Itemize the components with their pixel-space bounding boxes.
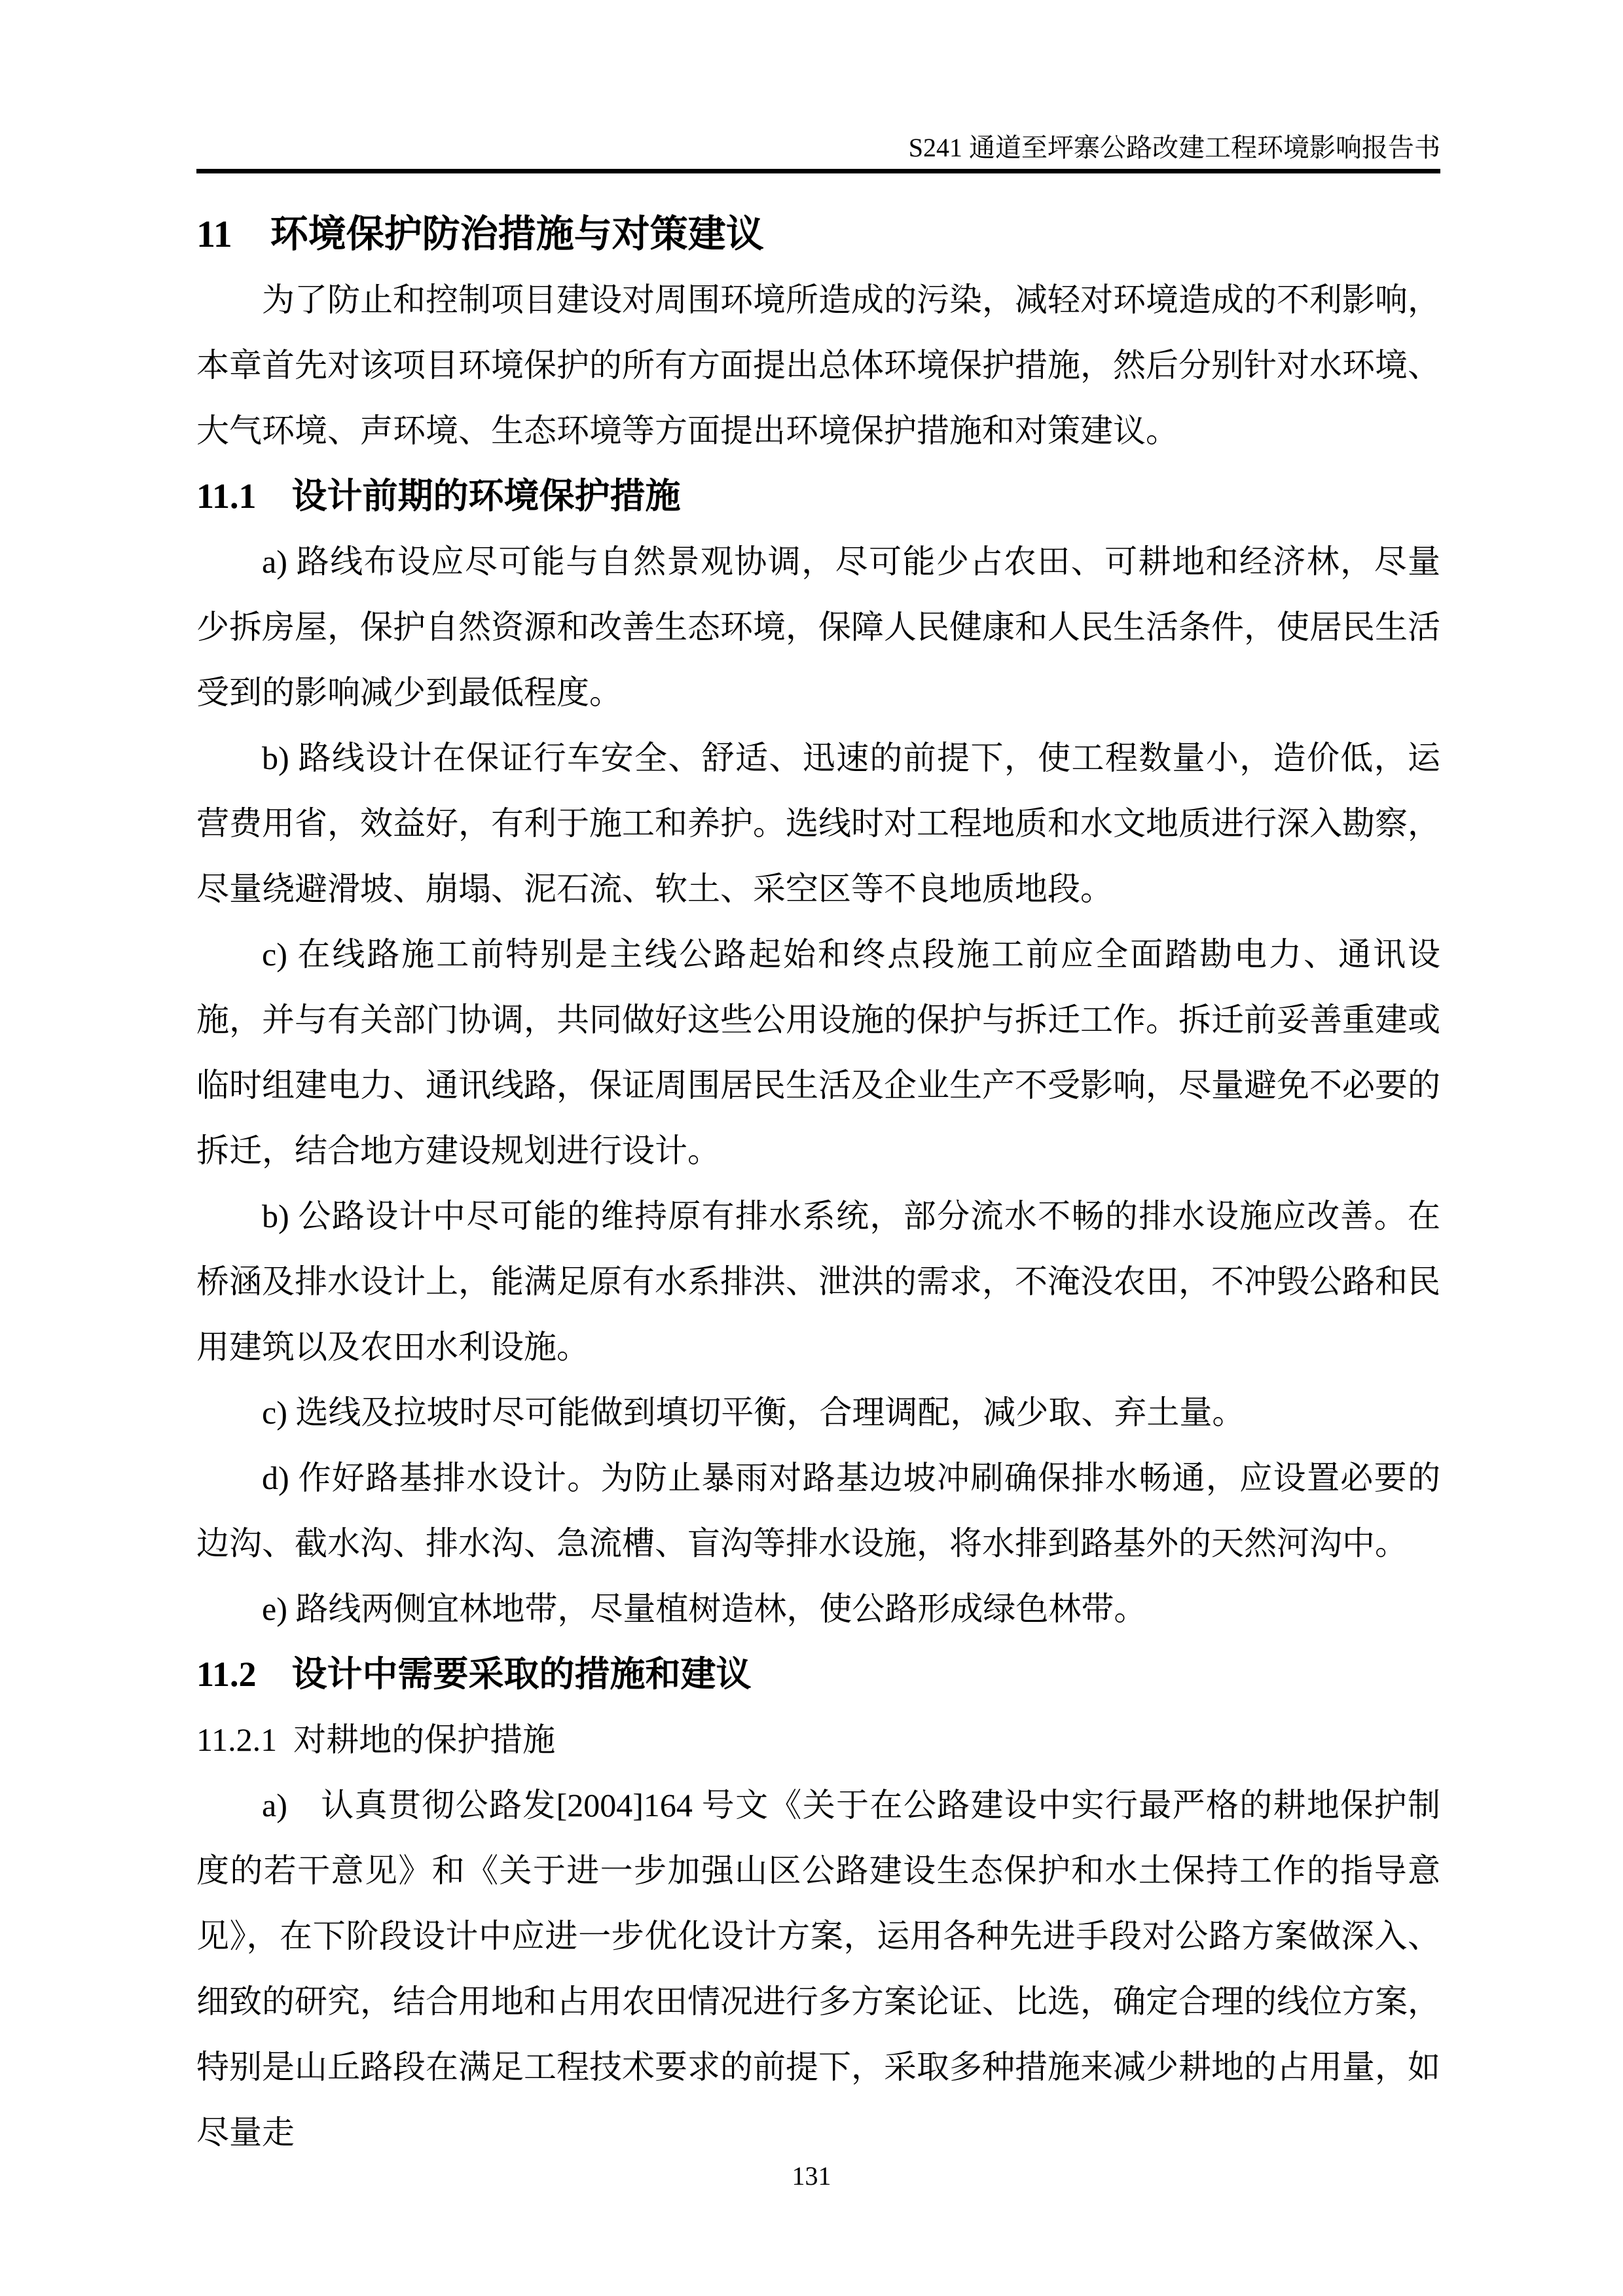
section-heading-11-1: 11.1 设计前期的环境保护措施 (196, 476, 681, 516)
paragraph-item-b: b) 路线设计在保证行车安全、舒适、迅速的前提下，使工程数量小，造价低，运营费用省，效益好，有利于施工和养护。选线时对工程地质和水文地质进行深入勘察，尽量绕避滑坡、崩塌、泥石流、软土、采空区等不良地质地段。 (196, 740, 1440, 907)
page-header (196, 131, 1440, 165)
chapter-heading: 11 环境保护防治措施与对策建议 (196, 213, 764, 255)
header-title: S241 通道至坪寨公路改建工程环境影响报告书 (908, 133, 1440, 162)
paragraph-item-c: c) 在线路施工前特别是主线公路起始和终点段施工前应全面踏勘电力、通讯设施，并与有关部门协调，共同做好这些公用设施的保护与拆迁工作。拆迁前妥善重建或临时组建电力、通讯线路，保证周围居民生活及企业生产不受影响，尽量避免不必要的拆迁，结合地方建设规划进行设计。 (196, 936, 1440, 1169)
paragraph-item-c2: c) 选线及拉坡时尽可能做到填切平衡，合理调配，减少取、弃土量。 (262, 1394, 1245, 1431)
paragraph-item-a: a) 路线布设应尽可能与自然景观协调，尽可能少占农田、可耕地和经济林，尽量少拆房屋，保护自然资源和改善生态环境，保障人民健康和人民生活条件，使居民生活受到的影响减少到最低程度。 (196, 543, 1440, 711)
section-heading-11-2: 11.2 设计中需要采取的措施和建议 (196, 1655, 752, 1694)
paragraph-item-d: d) 作好路基排水设计。为防止暴雨对路基边坡冲刷确保排水畅通，应设置必要的边沟、截水沟、排水沟、急流槽、盲沟等排水设施，将水排到路基外的天然河沟中。 (196, 1460, 1440, 1562)
intro-paragraph: 为了防止和控制项目建设对周围环境所造成的污染，减轻对环境造成的不利影响，本章首先对该项目环境保护的所有方面提出总体环境保护措施，然后分别针对水环境、大气环境、声环境、生态环境等方面提出环境保护措施和对策建议。 (196, 281, 1440, 449)
page-number: 131 (792, 2161, 831, 2191)
paragraph-item-e: e) 路线两侧宜林地带，尽量植树造林，使公路形成绿色林带。 (262, 1590, 1147, 1627)
paragraph-item-b2: b) 公路设计中尽可能的维持原有排水系统，部分流水不畅的排水设施应改善。在桥涵及排水设计上，能满足原有水系排洪、泄洪的需求，不淹没农田，不冲毁公路和民用建筑以及农田水利设施。 (196, 1198, 1440, 1365)
paragraph-item-a2: a) 认真贯彻公路发[2004]164 号文《关于在公路建设中实行最严格的耕地保护制度的若干意见》和《关于进一步加强山区公路建设生态保护和水土保持工作的指导意见》，在下阶段设计中应进一步优化设计方案，运用各种先进手段对公路方案做深入、细致的研究，结合用地和占用农田情况进行多方案论证、比选，确定合理的线位方案，特别是山丘路段在满足工程技术要求的前提下，采取多种措施来减少耕地的占用量，如尽量走 (196, 1787, 1440, 2151)
subsection-heading-11-2-1: 11.2.1 对耕地的保护措施 (196, 1721, 556, 1758)
document-content (196, 202, 1440, 2165)
header-rule (196, 169, 1440, 173)
